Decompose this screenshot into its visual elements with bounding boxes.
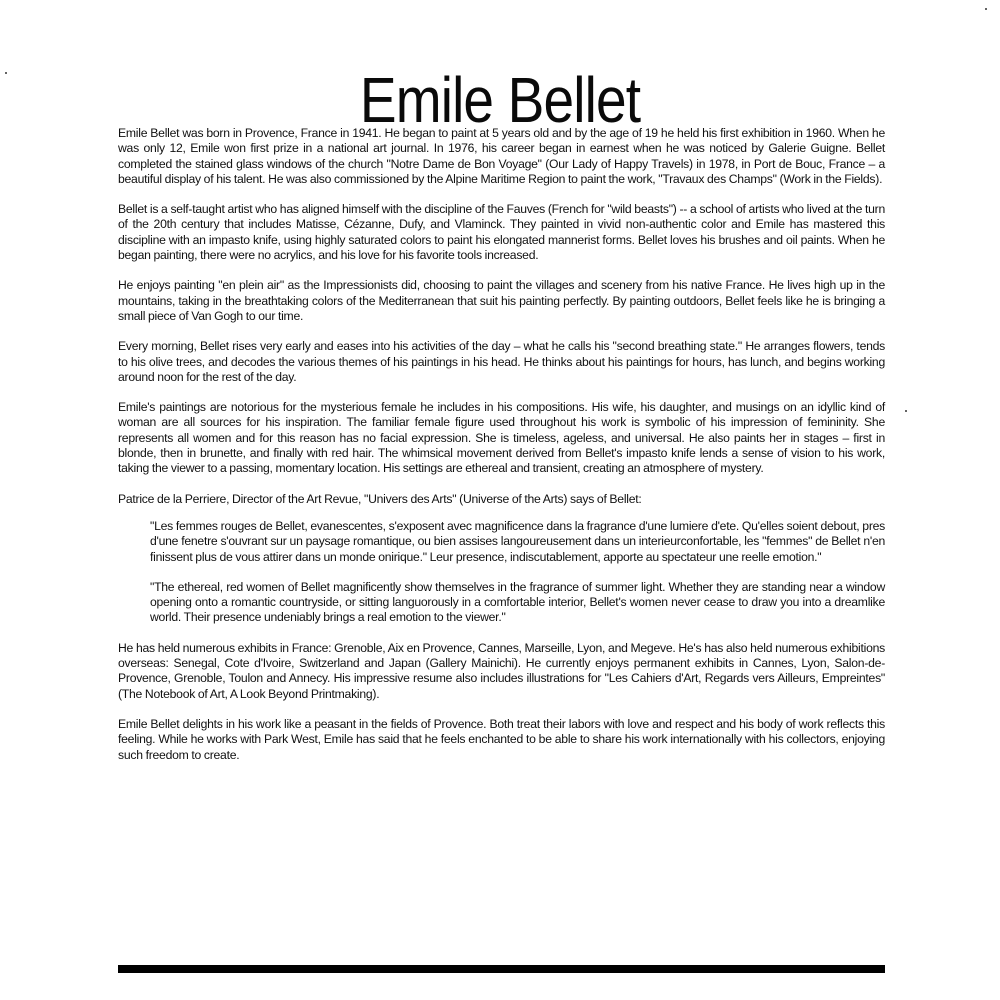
paragraph-exhibits: He has held numerous exhibits in France: Grenoble, Aix en Provence, Cannes, Marseille, Lyon, and Megeve. He's has also held numerous exhibitions overseas: Senegal, Cote d'Ivoire, Switzerland and Japan (Gallery Mainichi). He currently enjoys permanent exhibits in Cannes, Lyon, Salon-de-Provence, Grenoble, Toulon and Annecy. His impressive resume also includes illustrations for "Les Cahiers d'Art, Regards vers Ailleurs, Empreintes" (The Notebook of Art, A Look Beyond Printmaking). — [118, 640, 885, 701]
quote-english: "The ethereal, red women of Bellet magnificently show themselves in the fragrance of summer light. Whether they are standing near a window opening onto a romantic countryside, or sitting languorously in a comfortable interior, Bellet's women never cease to draw you into a dreamlike world. Their presence undeniably brings a real emotion to the viewer." — [150, 579, 885, 625]
page-title: Emile Bellet — [359, 63, 641, 136]
paragraph-biography: Emile Bellet was born in Provence, France in 1941. He began to paint at 5 years old and by the age of 19 he held his first exhibition in 1960. When he was only 12, Emile won first prize in a national art journal. In 1976, his career began in earnest when he was noticed by Galerie Guigne. Bellet completed the stained glass windows of the church "Notre Dame de Bon Voyage" (Our Lady of Happy Travels) in 1978, in Port de Bouc, France – a beautiful display of his talent. He was also commissioned by the Alpine Maritime Region to paint the work, "Travaux des Champs" (Work in the Fields). — [118, 126, 885, 186]
scan-speck — [5, 72, 7, 74]
paragraph-female-figure: Emile's paintings are notorious for the mysterious female he includes in his compositions. His wife, his daughter, and musings on an idyllic kind of woman are all sources for his inspiration. The familiar female figure used throughout his work is symbolic of his impression of femininity. She represents all women and for this reason has no facial expression. She is timeless, ageless, and universal. He also paints her in stages – first in blonde, then in brunette, and finally with red hair. The whimsical movement derived from Bellet's impasto knife lends a sense of vision to his work, taking the viewer to a passing, momentary location. His settings are ethereal and transient, creating an atmosphere of mystery. — [118, 400, 885, 476]
paragraph-fauves: Bellet is a self-taught artist who has aligned himself with the discipline of the Fauves (French for "wild beasts") -- a school of artists who lived at the turn of the 20th century that includes Matisse, Cézanne, Dufy, and Vlaminck. They painted in vivid non-authentic color and Emile has mastered this discipline with an impasto knife, using highly saturated colors to paint his elongated mannerist forms. Bellet loves his brushes and oil paints. When he began painting, there were no acrylics, and his love for his favorite tools increased. — [118, 202, 885, 263]
paragraph-closing: Emile Bellet delights in his work like a peasant in the fields of Provence. Both treat their labors with love and respect and his body of work reflects this feeling. While he works with Park West, Emile has said that he feels enchanted to be able to share his work internationally with his collectors, enjoying such freedom to create. — [118, 716, 885, 762]
quote-french: "Les femmes rouges de Bellet, evanescentes, s'exposent avec magnificence dans la fragrance d'une lumiere d'ete. Qu'elles soient debout, pres d'une fenetre s'ouvrant sur un paysage romantique, ou bien assises langoureusement dans un interieurconfortable, les "femmes" de Bellet n'en finissent plus de vous attirer dans un monde onirique." Leur presence, indiscutablement, apporte au spectateur une reelle emotion." — [150, 518, 885, 564]
paragraph-plein-air: He enjoys painting "en plein air" as the Impressionists did, choosing to paint the villages and scenery from his native France. He lives high up in the mountains, taking in the breathtaking colors of the Mediterranean that suit his painting perfectly. By painting outdoors, Bellet feels like he is bringing a small piece of Van Gogh to our time. — [118, 278, 885, 323]
paragraph-daily-routine: Every morning, Bellet rises very early and eases into his activities of the day – what he calls his "second breathing state." He arranges flowers, tends to his olive trees, and decodes the various themes of his paintings in his head. He thinks about his paintings for hours, has lunch, and begins working around noon for the rest of the day. — [118, 339, 885, 384]
bottom-rule-divider — [118, 965, 885, 973]
scan-speck — [985, 8, 987, 10]
article-body — [118, 126, 885, 763]
scan-speck — [905, 410, 907, 412]
paragraph-quote-intro: Patrice de la Perriere, Director of the Art Revue, "Univers des Arts" (Universe of the Arts) says of Bellet: — [118, 491, 642, 506]
